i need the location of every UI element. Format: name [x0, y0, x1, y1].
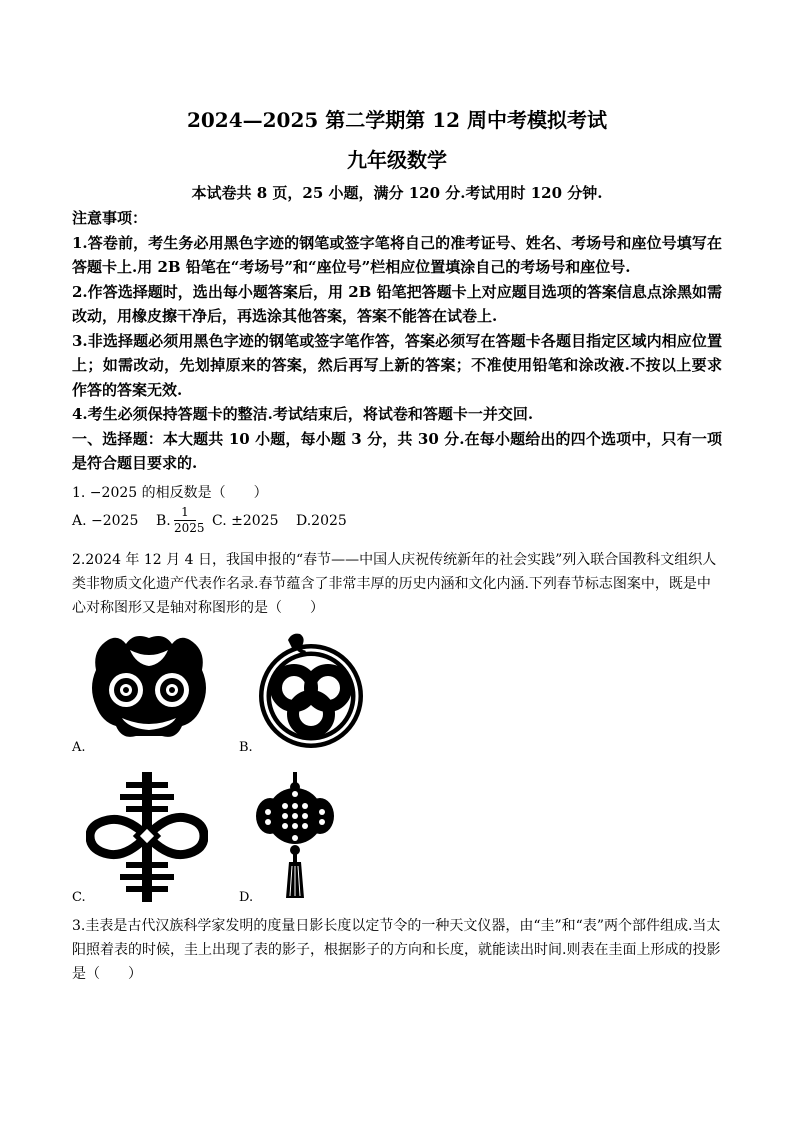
q1-option-d: D.2025 [296, 513, 347, 529]
notice-heading: 注意事项： [72, 209, 148, 227]
exam-info: 本试卷共 8 页，25 小题，满分 120 分.考试用时 120 分钟. [191, 184, 603, 202]
snake-knot-icon [252, 630, 370, 754]
fraction-numerator: 1 [181, 505, 189, 519]
lion-head-icon [86, 630, 212, 746]
notice-item-3: 3.非选择题必须用黑色字迹的钢笔或签字笔作答，答案必须写在答题卡各题目指定区域内相应位置上；如需改动，先划掉原来的答案，然后再写上新的答案；不准使用铅笔和涂改液.不按以上要求作答的答案无效. [72, 331, 722, 399]
q2-label-c: C. [72, 890, 86, 905]
q1-option-b-label: B. [156, 513, 171, 529]
chinese-knot-icon [254, 772, 336, 900]
exam-title: 2024—2025 第二学期第 12 周中考模拟考试 [186, 108, 608, 132]
notice-item-4: 4.考生必须保持答题卡的整洁.考试结束后，将试卷和答题卡一并交回. [72, 405, 534, 423]
fu-knot-icon [86, 772, 208, 902]
notice-item-2: 2.作答选择题时，选出每小题答案后，用 2B 铅笔把答题卡上对应题目选项的答案信息点涂黑如需改动，用橡皮擦干净后，再选涂其他答案，答案不能答在试卷上. [72, 282, 722, 325]
question-1-stem: 1. −2025 的相反数是（ ） [72, 485, 268, 501]
section-1-heading: 一、选择题：本大题共 10 小题，每小题 3 分，共 30 分.在每小题给出的四个选项中，只有一项是符合题目要求的. [72, 429, 722, 472]
q2-label-d: D. [239, 890, 254, 905]
q1-option-a: A. −2025 [72, 513, 139, 529]
question-2-stem: 2.2024 年 12 月 4 日，我国申报的“春节——中国人庆祝传统新年的社会实践”列入联合国教科文组织人类非物质文化遗产代表作名录.春节蕴含了非常丰厚的历史内涵和文化内涵.下列春节标志图案中，既是中心对称图形又是轴对称图形的是（ ） [72, 552, 717, 616]
q1-option-c: C. ±2025 [212, 513, 279, 529]
notice-item-1: 1.答卷前，考生务必用黑色字迹的钢笔或签字笔将自己的准考证号、姓名、考场号和座位号填写在答题卡上.用 2B 铅笔在“考场号”和“座位号”栏相应位置填涂自己的考场号和座位号. [72, 233, 722, 276]
question-3-stem: 3.圭表是古代汉族科学家发明的度量日影长度以定节令的一种天文仪器，由“圭”和“表”两个部件组成.当太阳照着表的时候，圭上出现了表的影子，根据影子的方向和长度，就能读出时间.则表在圭面上形成的投影是（ ） [72, 918, 721, 982]
fraction-denominator: 2025 [174, 521, 205, 535]
q2-label-b: B. [239, 740, 253, 755]
exam-subject: 九年级数学 [347, 148, 447, 172]
q2-label-a: A. [72, 740, 86, 755]
notice-section [72, 206, 722, 476]
q1-option-b-fraction [174, 505, 205, 535]
